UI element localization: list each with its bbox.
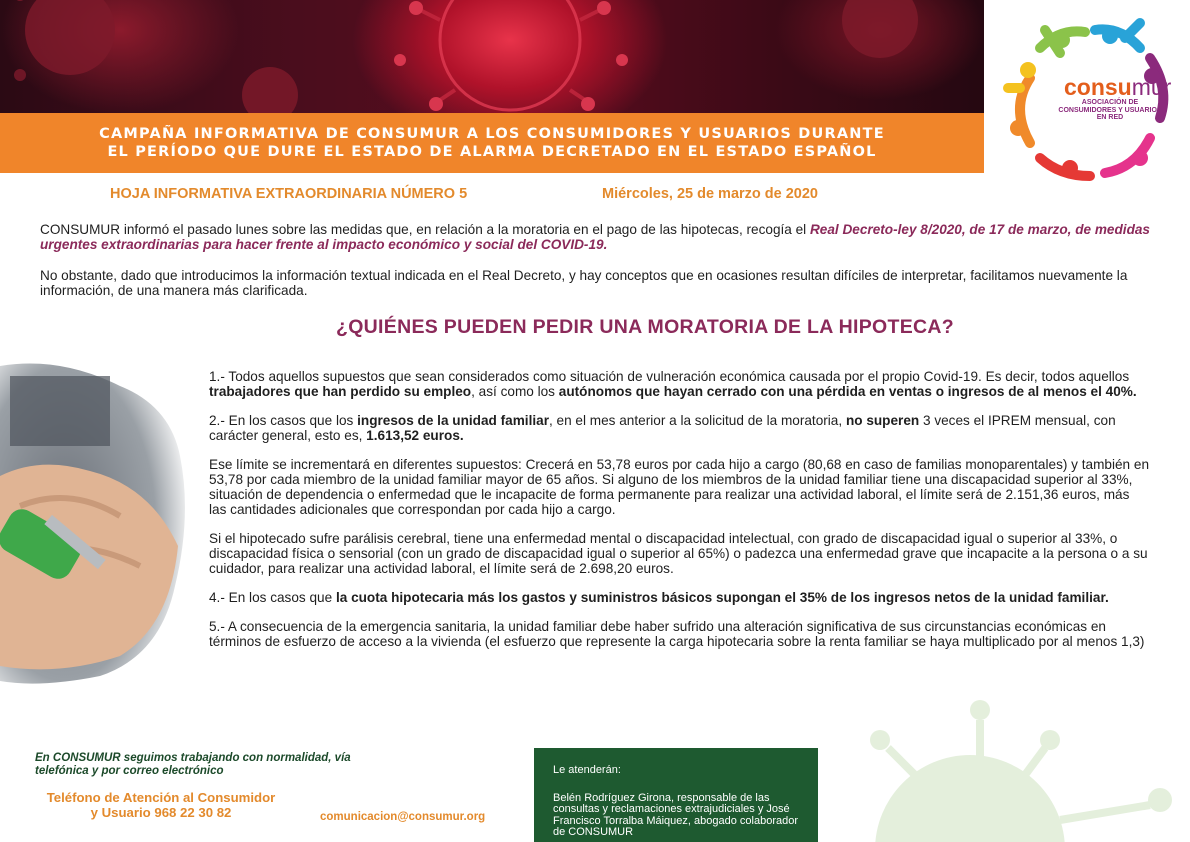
logo-wordmark (1064, 74, 1171, 101)
logo-subtitle-line3: EN RED (1096, 114, 1124, 121)
contact-box (534, 748, 818, 842)
point-1 (209, 369, 1149, 399)
point-4-text: 4.- En los casos que (209, 590, 336, 605)
phone-line-1: Teléfono de Atención al Consumidor (46, 790, 276, 805)
disability-paragraph: Si el hipotecado sufre parálisis cerebral, tiene una enfermedad mental o discapacidad intelectual, con grado de discapacidad igual o superior al 33%, o discapacidad física o sensorial (con un grado de discapacidad igual o superior al 65%) o padezca una enfermedad grave que incapacite a la persona o a su cuidador, para realizar una actividad laboral, el límite será de 2.698,20 euros. (209, 531, 1148, 576)
sheet-title: HOJA INFORMATIVA EXTRAORDINARIA NÚMERO 5 (110, 186, 468, 202)
point-1-bold-2: autónomos que hayan cerrado con una pérdida en ventas o ingresos de al menos el 40%. (558, 384, 1137, 399)
point-2-text-3: 3 veces el IPREM mensual, con carácter general, esto es, (209, 413, 1116, 443)
logo-subtitle-line2: CONSUMIDORES Y USUARIOS (1058, 106, 1162, 114)
point-1-text: 1.- Todos aquellos supuestos que sean considerados como situación de vulneración económica causada por el propio Covid-19. Es decir, todos aquellos (209, 369, 1130, 384)
logo-word-accent: mur (1131, 74, 1172, 100)
contact-persons: Belén Rodríguez Girona, responsable de las consultas y reclamaciones extrajudiciales y José Francisco Torralba Máiquez, abogado colaborador de CONSUMUR (553, 791, 798, 838)
campaign-title (0, 125, 984, 161)
campaign-title-line2: EL PERÍODO QUE DURE EL ESTADO DE ALARMA DECRETADO EN EL ESTADO ESPAÑOL (107, 144, 877, 160)
logo-subtitle-line1: ASOCIACIÓN DE (1081, 99, 1139, 106)
point-2-amount: 1.613,52 euros. (366, 428, 464, 443)
sheet-date: Miércoles, 25 de marzo de 2020 (602, 186, 818, 202)
point-5: 5.- A consecuencia de la emergencia sanitaria, la unidad familiar debe haber sufrido una alteración significativa de sus circunstancias económicas en términos de esfuerzo de acceso a la vivienda (el esfuerzo que represente la carga hipotecaria sobre la renta familiar se haya multiplicado por al menos 1,3) (209, 619, 1145, 649)
eligibility-list (209, 369, 1149, 663)
point-4-bold: la cuota hipotecaria más los gastos y suministros básicos supongan el 35% de los ingresos netos de la unidad familiar. (335, 590, 1109, 605)
point-2-text-2: , en el mes anterior a la solicitud de la moratoria, (548, 413, 846, 428)
logo-word-main: consu (1064, 74, 1132, 100)
point-1-text-2: , así como los (471, 384, 559, 399)
point-4 (209, 590, 1149, 605)
coronavirus-banner-image (0, 0, 984, 113)
footer-note: En CONSUMUR seguimos trabajando con normalidad, vía telefónica y por correo electrónico (35, 752, 351, 777)
point-2-bold-1: ingresos de la unidad familiar (357, 413, 549, 428)
campaign-title-line1: CAMPAÑA INFORMATIVA DE CONSUMUR A LOS CONSUMIDORES Y USUARIOS DURANTE (99, 126, 885, 142)
house-keys-in-hand-image (0, 356, 190, 686)
virus-shapes (0, 0, 984, 113)
phone-contact (30, 790, 292, 820)
intro-paragraph-2: No obstante, dado que introducimos la información textual indicada en el Real Decreto, y hay conceptos que en ocasiones resultan difíciles de interpretar, facilitamos nuevamente la información, de una manera más clarificada. (40, 268, 1128, 298)
contact-label: Le atenderán: (553, 764, 621, 776)
point-2 (209, 413, 1149, 443)
point-2-bold-2: no superen (845, 413, 920, 428)
intro-paragraph-1 (40, 222, 1160, 252)
decree-reference: Real Decreto-ley 8/2020, de 17 de marzo, de medidas urgentes extraordinarias para hacer frente al impacto económico y social del COVID-19. (40, 222, 1150, 252)
point-1-bold-1: trabajadores que han perdido su empleo (209, 384, 472, 399)
limit-increase-paragraph: Ese límite se incrementará en diferentes supuestos: Crecerá en 53,78 euros por cada hijo a cargo (80,68 en caso de familias monoparentales) y también en 53,78 por cada miembro de la unidad familiar mayor de 65 años. Si alguno de los miembros de la unidad familiar tiene una discapacidad superior al 33%, situación de dependencia o enfermedad que le incapacite de forma permanente para realizar una actividad laboral, el límite será de 2.151,36 euros, más las cantidades adicionales que correspondan por cada hijo a cargo. (209, 457, 1150, 517)
phone-line-2: y Usuario 968 22 30 82 (90, 805, 232, 820)
point-2-text: 2.- En los casos que los (209, 413, 358, 428)
virus-watermark-image (820, 700, 1190, 842)
intro-text: CONSUMUR informó el pasado lunes sobre las medidas que, en relación a la moratoria en el pago de las hipotecas, recogía el (40, 222, 810, 237)
section-heading: ¿QUIÉNES PUEDEN PEDIR UNA MORATORIA DE LA HIPOTECA? (335, 316, 955, 338)
email-link[interactable]: comunicacion@consumur.org (320, 811, 486, 823)
logo-subtitle (1050, 99, 1170, 122)
